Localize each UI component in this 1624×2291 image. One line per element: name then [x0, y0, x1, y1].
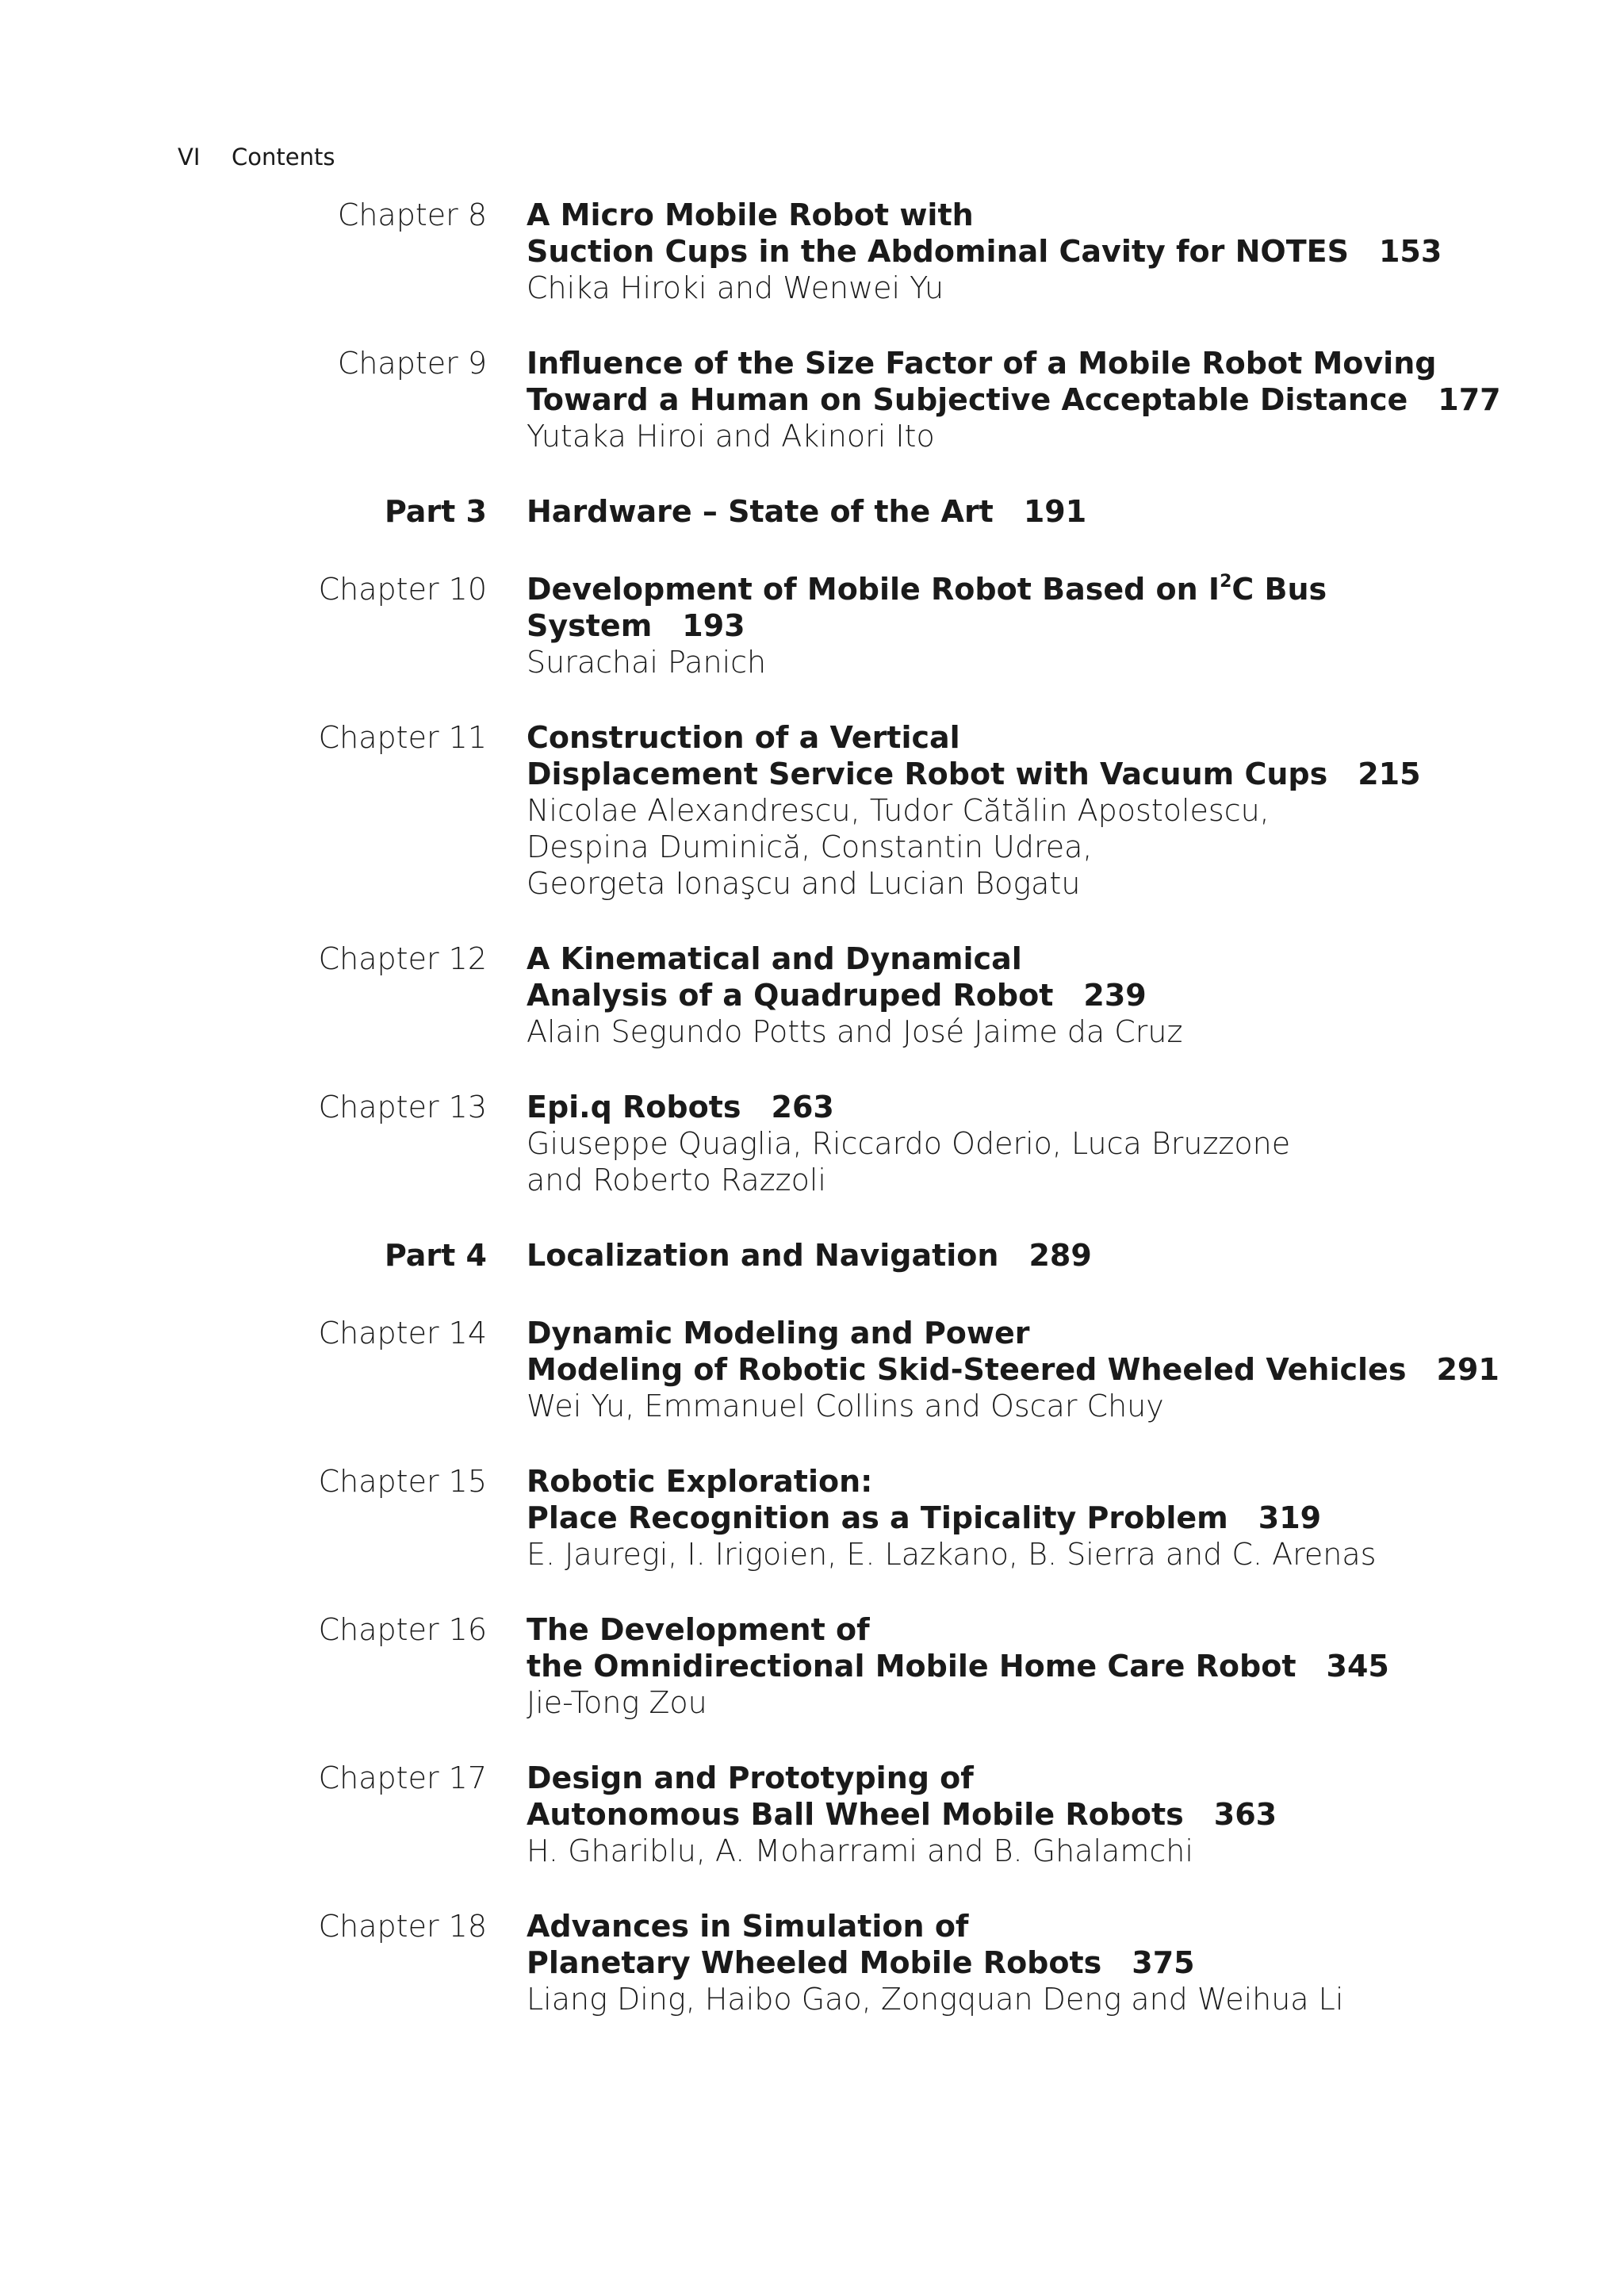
title-line	[527, 345, 1518, 381]
title-text: The Development of	[527, 1612, 870, 1647]
chapter-label: Chapter 12	[318, 941, 487, 976]
title-text: Localization and Navigation	[527, 1238, 999, 1273]
title-line	[527, 571, 1518, 644]
title-text: Displacement Service Robot with Vacuum Cups	[527, 757, 1328, 791]
chapter-label: Chapter 11	[318, 720, 487, 755]
authors	[527, 1536, 1518, 1573]
authors	[527, 1013, 1518, 1050]
title-text: Construction of a Vertical	[527, 720, 960, 755]
title-line	[527, 941, 1518, 977]
chapter-label: Chapter 16	[318, 1612, 487, 1647]
title-line	[527, 756, 1518, 792]
title-line	[527, 1611, 1518, 1648]
title-line	[527, 1500, 1518, 1536]
entry-title	[527, 571, 1518, 644]
entry-body	[527, 1089, 1518, 1198]
authors	[527, 1684, 1518, 1721]
chapter-label: Chapter 14	[318, 1316, 487, 1350]
title-text: Influence of the Size Factor of a Mobile Robot Moving	[527, 346, 1437, 381]
author-line: and Roberto Razzoli	[527, 1163, 826, 1197]
toc-chapter-entry	[0, 719, 1624, 902]
page-number-ref: 289	[1028, 1238, 1092, 1273]
toc-chapter-entry	[0, 1315, 1624, 1424]
authors	[527, 644, 1518, 680]
entry-body	[527, 1760, 1518, 1869]
page-number-ref: 177	[1438, 382, 1501, 417]
toc-chapter-entry	[0, 345, 1624, 454]
entry-title	[527, 1760, 1518, 1833]
title-line	[527, 1908, 1518, 1944]
chapter-label: Chapter 10	[318, 572, 487, 607]
page-number-ref: 215	[1358, 757, 1421, 791]
title-text: Development of Mobile Robot Based on I	[527, 572, 1220, 607]
title-text: Epi.q Robots	[527, 1090, 741, 1124]
title-text: A Kinematical and Dynamical	[527, 941, 1022, 976]
author-line: Alain Segundo Potts and José Jaime da Cruz	[527, 1014, 1183, 1049]
entry-body	[527, 1463, 1518, 1573]
page-number-ref: 319	[1258, 1500, 1322, 1535]
entry-body	[527, 197, 1518, 306]
title-line	[527, 197, 1518, 233]
page-number-ref: 363	[1213, 1797, 1277, 1832]
entry-title	[527, 1089, 1518, 1125]
entry-body	[527, 1908, 1518, 2017]
toc-part-entry	[0, 1237, 1624, 1274]
toc-part-entry	[0, 493, 1624, 530]
entry-title	[527, 493, 1518, 530]
toc-chapter-entry	[0, 941, 1624, 1050]
entry-body	[527, 941, 1518, 1050]
entry-body	[527, 719, 1518, 902]
toc-chapter-entry	[0, 1908, 1624, 2017]
author-line: Georgeta Ionaşcu and Lucian Bogatu	[527, 866, 1081, 901]
entry-title	[527, 941, 1518, 1013]
entry-title	[527, 1908, 1518, 1981]
entry-body	[527, 345, 1518, 454]
title-text: Toward a Human on Subjective Acceptable Distance	[527, 382, 1408, 417]
toc-chapter-entry	[0, 1463, 1624, 1573]
author-line: Liang Ding, Haibo Gao, Zongquan Deng and Weihua Li	[527, 1982, 1344, 2017]
table-of-contents	[0, 197, 1624, 2056]
entry-title	[527, 1611, 1518, 1684]
title-text: Robotic Exploration:	[527, 1464, 873, 1499]
toc-chapter-entry	[0, 1089, 1624, 1198]
authors	[527, 1833, 1518, 1869]
page-number-ref: 239	[1083, 978, 1147, 1013]
title-line	[527, 977, 1518, 1013]
title-text: Dynamic Modeling and Power	[527, 1316, 1030, 1350]
page-number-ref: 193	[682, 608, 745, 643]
author-line: Giuseppe Quaglia, Riccardo Oderio, Luca Bruzzone	[527, 1126, 1291, 1161]
page-number-ref: 291	[1436, 1352, 1500, 1387]
entry-body	[527, 1611, 1518, 1721]
author-line: Chika Hiroki and Wenwei Yu	[527, 270, 944, 305]
title-text: C Bus System	[527, 572, 1327, 643]
title-line	[527, 1351, 1518, 1388]
authors	[527, 1388, 1518, 1424]
entry-body	[527, 1315, 1518, 1424]
chapter-label: Chapter 15	[318, 1464, 487, 1499]
page-number-ref: 263	[771, 1090, 834, 1124]
title-text: Planetary Wheeled Mobile Robots	[527, 1945, 1102, 1980]
page-number-ref: 345	[1326, 1649, 1389, 1684]
toc-chapter-entry	[0, 1611, 1624, 1721]
title-text: Suction Cups in the Abdominal Cavity for NOTES	[527, 234, 1349, 269]
title-text: the Omnidirectional Mobile Home Care Robot	[527, 1649, 1297, 1684]
author-line: H. Ghariblu, A. Moharrami and B. Ghalamchi	[527, 1833, 1193, 1868]
title-text: A Micro Mobile Robot with	[527, 197, 974, 232]
authors	[527, 270, 1518, 306]
entry-title	[527, 345, 1518, 418]
page-number-ref: 375	[1132, 1945, 1195, 1980]
authors	[527, 418, 1518, 454]
chapter-label: Chapter 13	[318, 1090, 487, 1124]
title-text: Modeling of Robotic Skid-Steered Wheeled Vehicles	[527, 1352, 1407, 1387]
toc-chapter-entry	[0, 571, 1624, 680]
title-line	[527, 719, 1518, 756]
title-line	[527, 1760, 1518, 1796]
chapter-label: Chapter 8	[337, 197, 487, 232]
page-number-ref: 153	[1378, 234, 1442, 269]
title-text: Place Recognition as a Tipicality Problem	[527, 1500, 1228, 1535]
title-text: Hardware – State of the Art	[527, 494, 994, 529]
entry-body	[527, 493, 1518, 530]
title-text: Analysis of a Quadruped Robot	[527, 978, 1054, 1013]
running-head-title: Contents	[232, 144, 335, 170]
entry-title	[527, 1315, 1518, 1388]
title-line	[527, 1315, 1518, 1351]
page-number: VI	[178, 144, 201, 170]
title-line	[527, 1089, 1518, 1125]
part-label: Part 3	[384, 494, 487, 529]
entry-body	[527, 1237, 1518, 1274]
title-line	[527, 233, 1518, 270]
entry-title	[527, 1237, 1518, 1274]
toc-chapter-entry	[0, 1760, 1624, 1869]
page-number-ref: 191	[1023, 494, 1087, 529]
author-line: Wei Yu, Emmanuel Collins and Oscar Chuy	[527, 1389, 1164, 1423]
author-line: Nicolae Alexandrescu, Tudor Cătălin Apostolescu,	[527, 793, 1270, 828]
author-line: Surachai Panich	[527, 645, 767, 680]
authors	[527, 1125, 1518, 1198]
author-line: Jie-Tong Zou	[527, 1685, 707, 1720]
toc-chapter-entry	[0, 197, 1624, 306]
chapter-label: Chapter 17	[318, 1760, 487, 1795]
title-text: Autonomous Ball Wheel Mobile Robots	[527, 1797, 1184, 1832]
superscript: 2	[1220, 572, 1232, 592]
running-head	[178, 143, 335, 171]
author-line: Yutaka Hiroi and Akinori Ito	[527, 419, 935, 454]
entry-title	[527, 197, 1518, 270]
authors	[527, 1981, 1518, 2017]
title-text: Design and Prototyping of	[527, 1760, 974, 1795]
author-line: E. Jauregi, I. Irigoien, E. Lazkano, B. Sierra and C. Arenas	[527, 1537, 1377, 1572]
chapter-label: Chapter 9	[337, 346, 487, 381]
title-line	[527, 1463, 1518, 1500]
title-line	[527, 381, 1518, 418]
title-line	[527, 1237, 1518, 1274]
chapter-label: Chapter 18	[318, 1909, 487, 1944]
entry-body	[527, 571, 1518, 680]
part-label: Part 4	[384, 1238, 487, 1273]
author-line: Despina Duminică, Constantin Udrea,	[527, 829, 1093, 864]
authors	[527, 792, 1518, 902]
title-line	[527, 1944, 1518, 1981]
title-line	[527, 1648, 1518, 1684]
entry-title	[527, 719, 1518, 792]
entry-title	[527, 1463, 1518, 1536]
title-line	[527, 1796, 1518, 1833]
title-line	[527, 493, 1518, 530]
title-text: Advances in Simulation of	[527, 1909, 969, 1944]
